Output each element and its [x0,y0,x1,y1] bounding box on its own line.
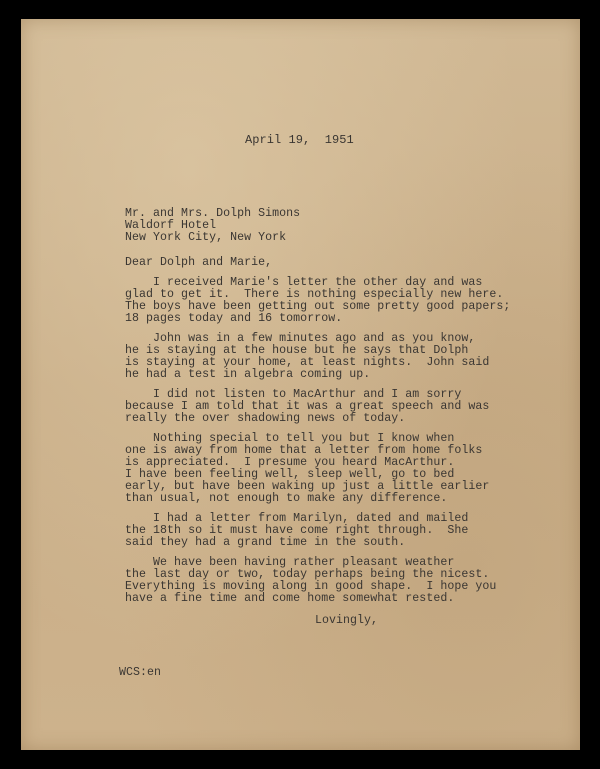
salutation: Dear Dolph and Marie, [125,256,273,269]
letter-page [21,19,580,750]
body-line: he is staying at the house but he says that Dolph [125,344,469,357]
body-line: said they had a grand time in the south. [125,536,406,549]
address-line: Waldorf Hotel [125,219,217,232]
body-line: the 18th so it must have come right through. She [125,524,469,537]
closing: Lovingly, [315,614,379,627]
body-line: is staying at your home, at least nights. John said [125,356,490,369]
body-line: one is away from home that a letter from home folks [125,444,483,457]
body-line: John was in a few minutes ago and as you know, [125,332,476,345]
body-line: early, but have been waking up just a little earlier [125,480,490,493]
body-line: glad to get it. There is nothing especially new here. [125,288,504,301]
reference-initials: WCS:en [119,666,162,679]
body-line: because I am told that it was a great speech and was [125,400,490,413]
body-line: Nothing special to tell you but I know when [125,432,455,445]
body-line: he had a test in algebra coming up. [125,368,371,381]
body-line: We have been having rather pleasant weather [125,556,455,569]
body-line: 18 pages today and 16 tomorrow. [125,312,343,325]
body-line: I have been feeling well, sleep well, go to bed [125,468,455,481]
body-line: I had a letter from Marilyn, dated and mailed [125,512,469,525]
address-line: New York City, New York [125,231,287,244]
body-line: The boys have been getting out some pretty good papers; [125,300,511,313]
body-line: is appreciated. I presume you heard MacArthur. [125,456,455,469]
address-line: Mr. and Mrs. Dolph Simons [125,207,301,220]
body-line: I received Marie's letter the other day and was [125,276,483,289]
body-line: Everything is moving along in good shape. I hope you [125,580,497,593]
body-line: really the over shadowing news of today. [125,412,406,425]
body-line: have a fine time and come home somewhat rested. [125,592,455,605]
body-line: the last day or two, today perhaps being the nicest. [125,568,490,581]
letter-date: April 19, 1951 [245,133,354,147]
body-line: than usual, not enough to make any difference. [125,492,448,505]
body-line: I did not listen to MacArthur and I am sorry [125,388,462,401]
